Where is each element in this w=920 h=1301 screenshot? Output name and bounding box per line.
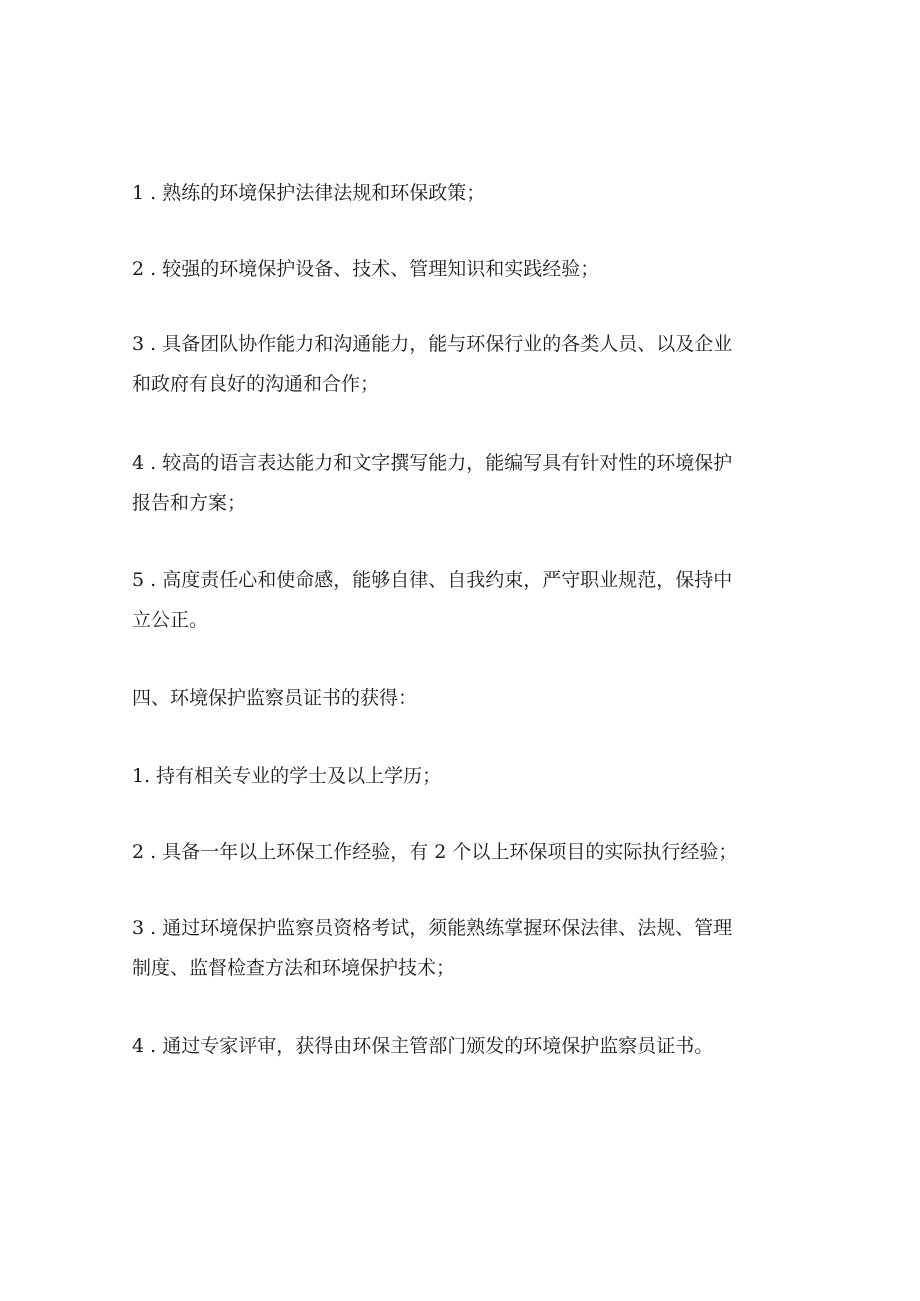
requirement-item-1	[132, 179, 777, 219]
text-line: 4 . 较高的语言表达能力和文字撰写能力，能编写具有针对性的环境保护	[132, 452, 733, 474]
requirement-item-4	[132, 449, 777, 529]
text-line: 和政府有良好的沟通和合作；	[132, 373, 380, 395]
text-line: 3 . 通过环境保护监察员资格考试，须能熟练掌握环保法律、法规、管理	[132, 917, 733, 939]
text-line: 四、环境保护监察员证书的获得：	[132, 687, 418, 709]
text-line: 立公正。	[132, 609, 209, 631]
text-line: 3 . 具备团队协作能力和沟通能力，能与环保行业的各类人员、以及企业	[132, 333, 733, 355]
text-line: 5 . 高度责任心和使命感，能够自律、自我约束，严守职业规范，保持中	[132, 569, 733, 591]
text-line: 制度、监督检查方法和环境保护技术；	[132, 957, 456, 979]
certificate-item-2	[132, 838, 777, 878]
text-line: 4 . 通过专家评审，获得由环保主管部门颁发的环境保护监察员证书。	[132, 1035, 714, 1057]
text-line: 报告和方案；	[132, 492, 247, 514]
text-line: 2 . 具备一年以上环保工作经验，有 2 个以上环保项目的实际执行经验；	[132, 841, 738, 863]
requirement-item-3	[132, 330, 777, 410]
certificate-item-4	[132, 1032, 777, 1072]
requirement-item-2	[132, 255, 777, 295]
certificate-item-3	[132, 914, 777, 994]
text-line: 1 . 熟练的环境保护法律法规和环保政策；	[132, 182, 486, 204]
text-line: 2 . 较强的环境保护设备、技术、管理知识和实践经验；	[132, 258, 600, 280]
section-heading-4	[132, 684, 777, 724]
requirement-item-5	[132, 566, 777, 646]
text-line: 1. 持有相关专业的学士及以上学历；	[132, 765, 442, 787]
certificate-item-1	[132, 762, 777, 802]
